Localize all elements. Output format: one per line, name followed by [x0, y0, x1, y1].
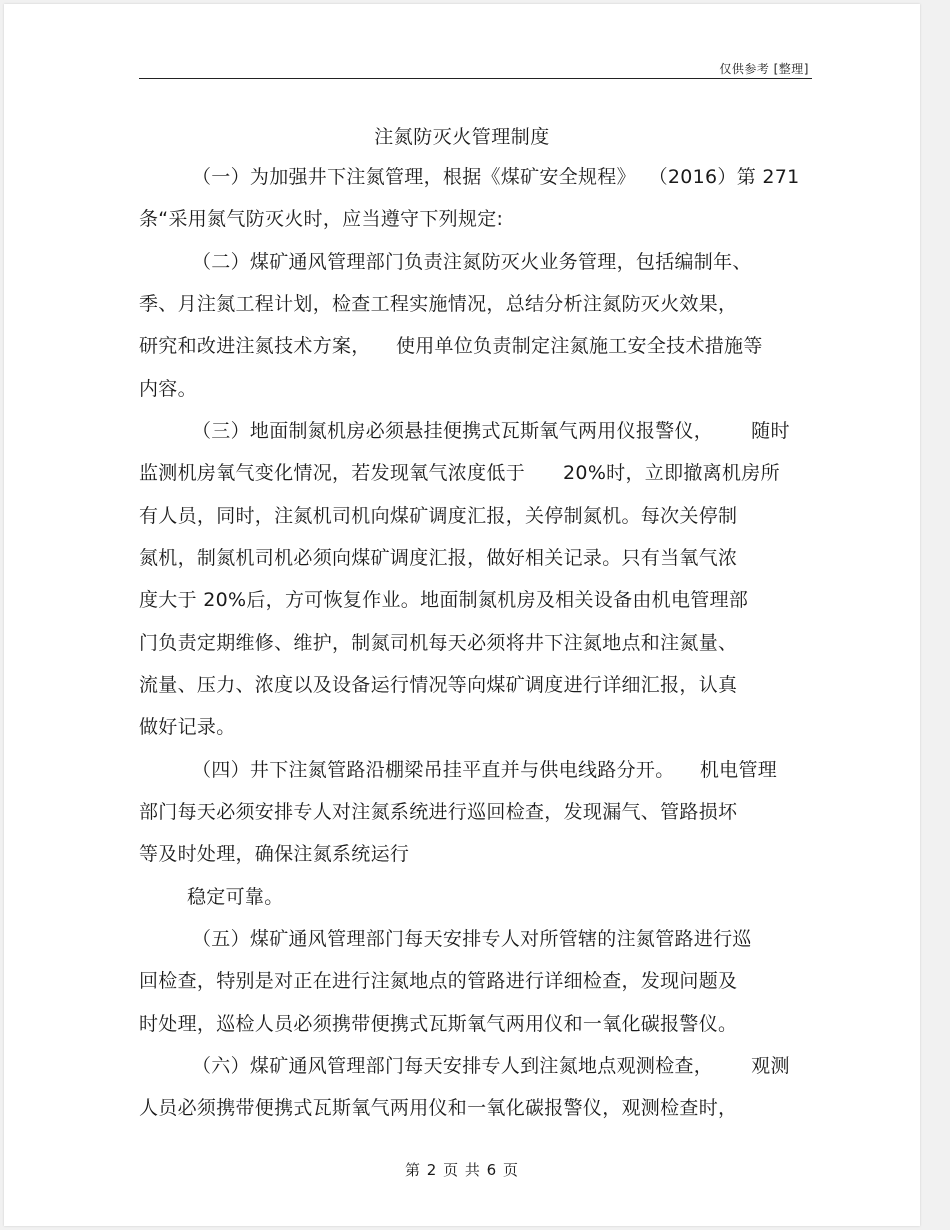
body-line: 度大于 20%后，方可恢复作业。地面制氮机房及相关设备由机电管理部: [139, 589, 749, 611]
body-line: 人员必须携带便携式瓦斯氧气两用仪和一氧化碳报警仪，观测检查时，: [139, 1097, 738, 1119]
body-line: （一）为加强井下注氮管理，根据《煤矿安全规程》 （2016）第 271: [192, 166, 800, 188]
body-line: 内容。: [139, 378, 197, 400]
body-line: 氮机，制氮机司机必须向煤矿调度汇报，做好相关记录。只有当氧气浓: [139, 547, 738, 569]
body-line: 部门每天必须安排专人对注氮系统进行巡回检查，发现漏气、管路损坏: [139, 801, 738, 823]
body-line: 监测机房氧气变化情况，若发现氧气浓度低于 20%时，立即撤离机房所: [139, 462, 780, 484]
header-note: 仅供参考 [整理]: [719, 62, 809, 76]
body-line: 门负责定期维修、维护，制氮司机每天必须将井下注氮地点和注氮量、: [139, 632, 738, 654]
body-line: （五）煤矿通风管理部门每天安排专人对所管辖的注氮管路进行巡: [192, 928, 752, 950]
body-line: 条“采用氮气防灭火时，应当遵守下列规定:: [139, 208, 504, 230]
body-line: 时处理，巡检人员必须携带便携式瓦斯氧气两用仪和一氧化碳报警仪。: [139, 1013, 738, 1035]
body-line: 等及时处理，确保注氮系统运行: [139, 843, 410, 865]
body-line: （六）煤矿通风管理部门每天安排专人到注氮地点观测检查， 观测: [192, 1055, 790, 1077]
document-page: [4, 4, 920, 1226]
body-line: 季、月注氮工程计划，检查工程实施情况，总结分析注氮防灭火效果，: [139, 293, 738, 315]
body-line: （二）煤矿通风管理部门负责注氮防灭火业务管理，包括编制年、: [192, 251, 752, 273]
body-line: （四）井下注氮管路沿棚梁吊挂平直并与供电线路分开。 机电管理: [192, 759, 778, 781]
header-rule: [139, 78, 812, 79]
body-line: 回检查，特别是对正在进行注氮地点的管路进行详细检查，发现问题及: [139, 970, 738, 992]
document-title: 注氮防灭火管理制度: [374, 126, 550, 148]
body-line: （三）地面制氮机房必须悬挂便携式瓦斯氧气两用仪报警仪， 随时: [192, 420, 790, 442]
body-line: 做好记录。: [139, 716, 236, 738]
page-number: 第 2 页 共 6 页: [405, 1161, 519, 1179]
body-line: 稳定可靠。: [187, 886, 284, 908]
body-line: 流量、压力、浓度以及设备运行情况等向煤矿调度进行详细汇报，认真: [139, 674, 738, 696]
body-line: 研究和改进注氮技术方案， 使用单位负责制定注氮施工安全技术措施等: [139, 335, 763, 357]
body-line: 有人员，同时，注氮机司机向煤矿调度汇报，关停制氮机。每次关停制: [139, 505, 738, 527]
